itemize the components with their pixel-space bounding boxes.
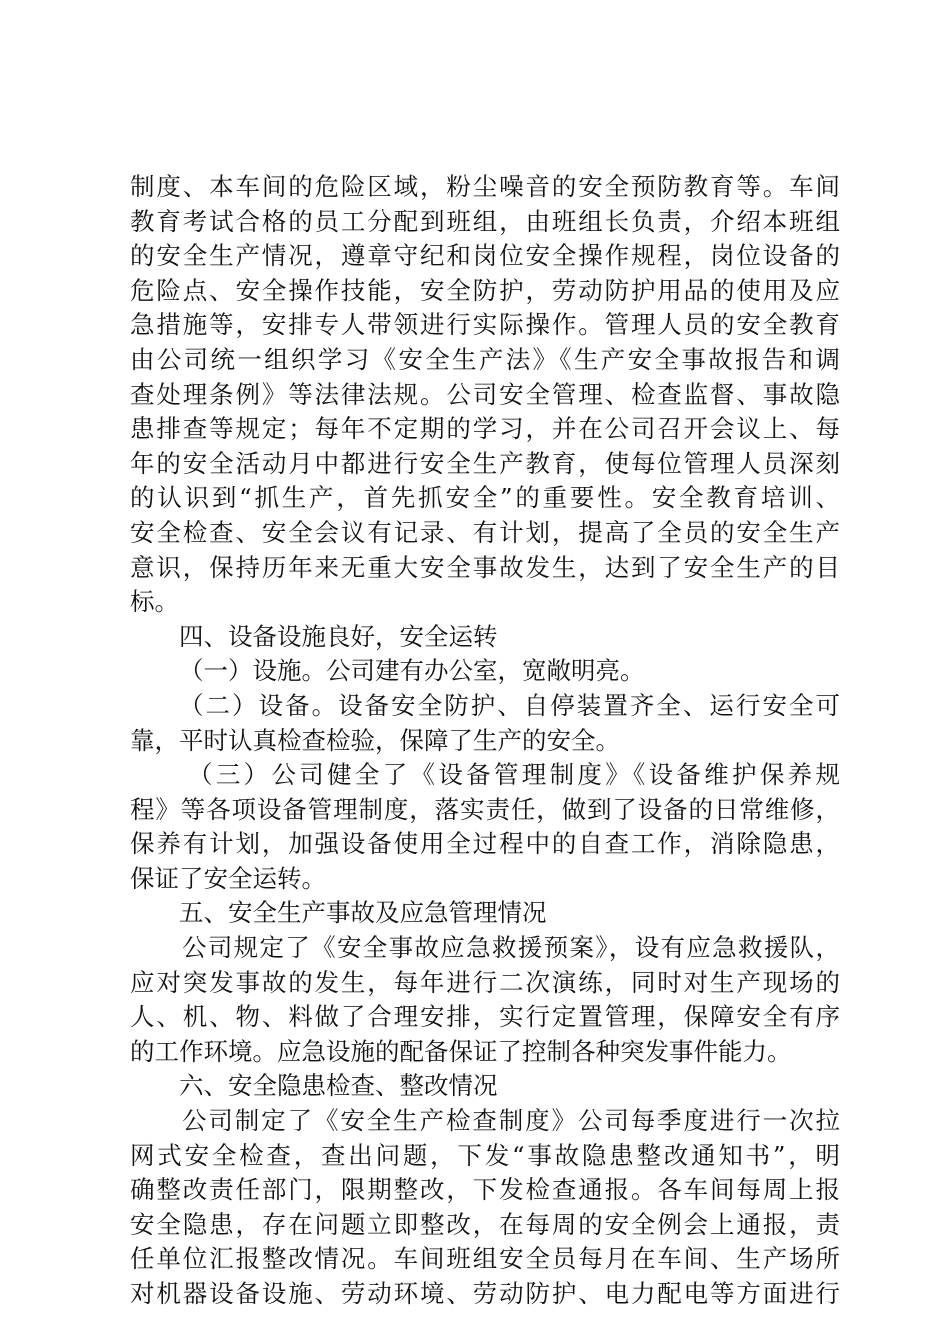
body-line: 意识，保持历年来无重大安全事故发生，达到了安全生产的目 <box>130 552 840 582</box>
section-heading: 五、安全生产事故及应急管理情况 <box>179 898 547 928</box>
body-line: 对机器设备设施、劳动环境、劳动防护、电力配电等方面进行 <box>130 1279 840 1308</box>
body-line: 公司制定了《安全生产检查制度》公司每季度进行一次拉 <box>182 1106 840 1136</box>
body-line: 的安全生产情况，遵章守纪和岗位安全操作规程，岗位设备的 <box>130 241 840 271</box>
body-line: （二）设备。设备安全防护、自停装置齐全、运行安全可 <box>179 690 840 720</box>
body-line: 患排查等规定；每年不定期的学习，并在公司召开会议上、每 <box>130 414 840 444</box>
body-line: 安全隐患，存在问题立即整改，在每周的安全例会上通报，责 <box>130 1209 840 1239</box>
body-line: 人、机、物、料做了合理安排，实行定置管理，保障安全有序 <box>130 1002 840 1032</box>
body-line: 程》等各项设备管理制度，落实责任，做到了设备的日常维修， <box>130 794 840 824</box>
section-heading: 四、设备设施良好，安全运转 <box>179 621 498 651</box>
body-line: （一）设施。公司建有办公室，宽敞明亮。 <box>179 656 645 686</box>
body-line: 任单位汇报整改情况。车间班组安全员每月在车间、生产场所 <box>130 1244 840 1274</box>
body-line: 标。 <box>130 587 179 617</box>
body-line: 安全检查、安全会议有记录、有计划，提高了全员的安全生产 <box>130 517 840 547</box>
body-line: 保养有计划，加强设备使用全过程中的自查工作，消除隐患， <box>130 829 840 859</box>
body-line: 查处理条例》等法律法规。公司安全管理、检查监督、事故隐 <box>130 379 840 409</box>
section-heading: 六、安全隐患检查、整改情况 <box>179 1071 498 1101</box>
body-line: 的认识到“抓生产，首先抓安全”的重要性。安全教育培训、 <box>130 483 840 513</box>
body-line: 网式安全检查，查出问题，下发“事故隐患整改通知书”，明 <box>130 1140 840 1170</box>
body-line: 危险点、安全操作技能，安全防护，劳动防护用品的使用及应 <box>130 275 840 305</box>
body-line: 应对突发事故的发生，每年进行二次演练，同时对生产现场的 <box>130 967 840 997</box>
body-line: 制度、本车间的危险区域，粉尘噪音的安全预防教育等。车间 <box>130 172 840 201</box>
body-line: 的工作环境。应急设施的配备保证了控制各种突发事件能力。 <box>130 1036 792 1066</box>
body-line: 急措施等，安排专人带领进行实际操作。管理人员的安全教育 <box>130 310 840 340</box>
body-line: 年的安全活动月中都进行安全生产教育，使每位管理人员深刻 <box>130 448 840 478</box>
body-line: 公司规定了《安全事故应急救援预案》，设有应急救援队， <box>182 933 840 963</box>
document-body <box>130 170 840 1312</box>
body-line: （三）公司健全了《设备管理制度》《设备维护保养规 <box>188 760 840 790</box>
body-line: 教育考试合格的员工分配到班组，由班组长负责，介绍本班组 <box>130 206 840 236</box>
body-line: 由公司统一组织学习《安全生产法》《生产安全事故报告和调 <box>130 344 840 374</box>
body-line: 确整改责任部门，限期整改，下发检查通报。各车间每周上报 <box>130 1175 840 1205</box>
body-line: 靠，平时认真检查检验，保障了生产的安全。 <box>130 725 620 755</box>
body-line: 保证了安全运转。 <box>130 863 326 893</box>
